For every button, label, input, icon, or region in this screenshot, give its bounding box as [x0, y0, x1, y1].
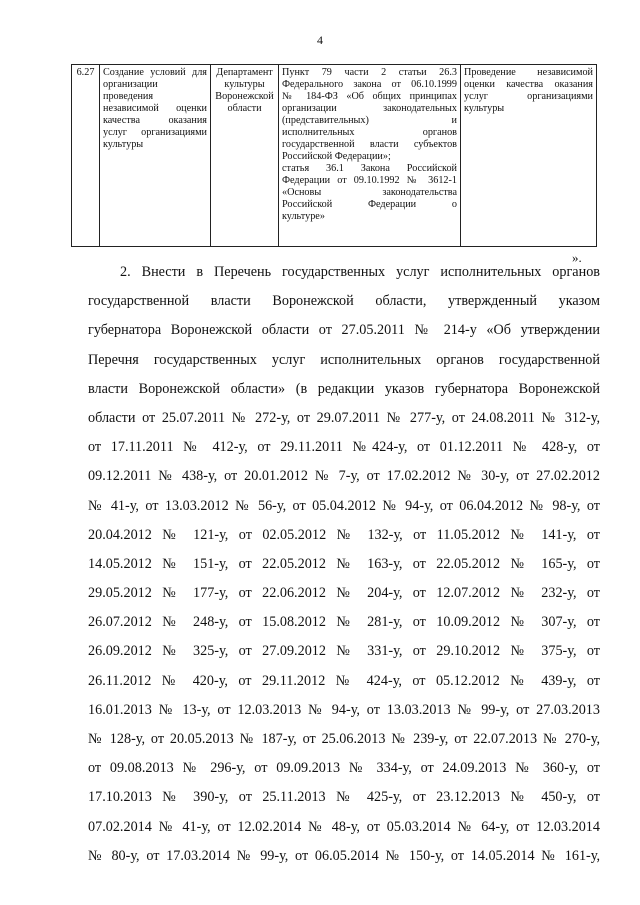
- row-number-cell: 6.27: [72, 65, 100, 247]
- body-text-line: 29.05.2012 № 177-у, от 22.06.2012 № 204-у, от 12.07.2012 № 232-у, от: [88, 585, 600, 602]
- legal-basis-line: культуре»: [282, 211, 325, 222]
- service-name-cell: Создание условий для организации проведения независимой оценки качества оказания услуг организациями культуры: [100, 65, 211, 247]
- table-row: [72, 65, 597, 247]
- body-text-line: 17.10.2013 № 390-у, от 25.11.2013 № 425-у, от 23.12.2013 № 450-у, от: [88, 789, 600, 806]
- result-cell: Проведение независимой оценки качества оказания услуг организациями культуры: [461, 65, 597, 247]
- body-text-line: № 128-у, от 20.05.2013 № 187-у, от 25.06.2013 № 239-у, от 22.07.2013 № 270-у,: [88, 731, 600, 747]
- body-text-line: 2. Внести в Перечень государственных услуг исполнительных органов: [120, 264, 600, 280]
- body-text-line: 09.12.2011 № 438-у, от 20.01.2012 № 7-у, от 17.02.2012 № 30-у, от 27.02.2012: [88, 468, 600, 485]
- body-text-line: власти Воронежской области» (в редакции указов губернатора Воронежской: [88, 380, 600, 397]
- body-text-line: 07.02.2014 № 41-у, от 12.02.2014 № 48-у, от 05.03.2014 № 64-у, от 12.03.2014: [88, 818, 600, 835]
- legal-basis-line: «Основы законодательства: [282, 187, 457, 198]
- legal-basis-cell: [279, 65, 461, 247]
- legal-basis-line: № 184-ФЗ «Об общих принципах: [282, 91, 457, 102]
- body-text-line: 20.04.2012 № 121-у, от 02.05.2012 № 132-у, от 11.05.2012 № 141-у, от: [88, 526, 600, 543]
- legal-basis-line: организации законодательных: [282, 103, 457, 114]
- body-paragraph: [88, 258, 600, 871]
- body-text-line: от 09.08.2013 № 296-у, от 09.09.2013 № 334-у, от 24.09.2013 № 360-у, от: [88, 760, 600, 777]
- legal-basis-line: исполнительных органов: [282, 127, 457, 138]
- legal-basis-line: Российской Федерации о: [282, 199, 457, 210]
- body-text-line: 26.09.2012 № 325-у, от 27.09.2012 № 331-у, от 29.10.2012 № 375-у, от: [88, 643, 600, 660]
- body-text-line: № 80-у, от 17.03.2014 № 99-у, от 06.05.2014 № 150-у, от 14.05.2014 № 161-у,: [88, 847, 600, 864]
- body-text-line: 14.05.2012 № 151-у, от 22.05.2012 № 163-у, от 22.05.2012 № 165-у, от: [88, 555, 600, 572]
- body-text-line: 26.07.2012 № 248-у, от 15.08.2012 № 281-у, от 10.09.2012 № 307-у, от: [88, 614, 600, 631]
- body-text-line: от 17.11.2011 № 412-у, от 29.11.2011 №424-у, от 01.12.2011 № 428-у, от: [88, 439, 600, 456]
- body-text-line: губернатора Воронежской области от 27.05.2011 № 214-у «Об утверждении: [88, 322, 600, 339]
- department-cell: Департамент культуры Воронежской области: [211, 65, 279, 247]
- legal-basis-line: (представительных) и: [282, 115, 457, 126]
- body-text-line: области от 25.07.2011 № 272-у, от 29.07.2011 № 277-у, от 24.08.2011 № 312-у,: [88, 409, 600, 426]
- legal-basis-line: Федерации от 09.10.1992 № 3612-1: [282, 175, 457, 186]
- body-text-line: 16.01.2013 № 13-у, от 12.03.2013 № 94-у, от 13.03.2013 № 99-у, от 27.03.2013: [88, 701, 600, 718]
- legal-basis-line: Пункт 79 части 2 статьи 26.3: [282, 67, 457, 78]
- services-table: [71, 64, 597, 247]
- legal-basis-line: государственной власти субъектов: [282, 139, 457, 150]
- body-text-line: № 41-у, от 13.03.2012 № 56-у, от 05.04.2012 № 94-у, от 06.04.2012 № 98-у, от: [88, 497, 600, 514]
- legal-basis-line: Российской Федерации»;: [282, 151, 391, 162]
- body-text-line: государственной власти Воронежской области, утвержденный указом: [88, 293, 600, 310]
- closing-quote: ».: [572, 250, 582, 265]
- page-number: 4: [317, 33, 323, 47]
- legal-basis-line: Федерального закона от 06.10.1999: [282, 79, 457, 90]
- legal-basis-line: статья 36.1 Закона Российской: [282, 163, 457, 174]
- body-text-line: Перечня государственных услуг исполнительных органов государственной: [88, 351, 600, 368]
- body-text-line: 26.11.2012 № 420-у, от 29.11.2012 № 424-у, от 05.12.2012 № 439-у, от: [88, 672, 600, 689]
